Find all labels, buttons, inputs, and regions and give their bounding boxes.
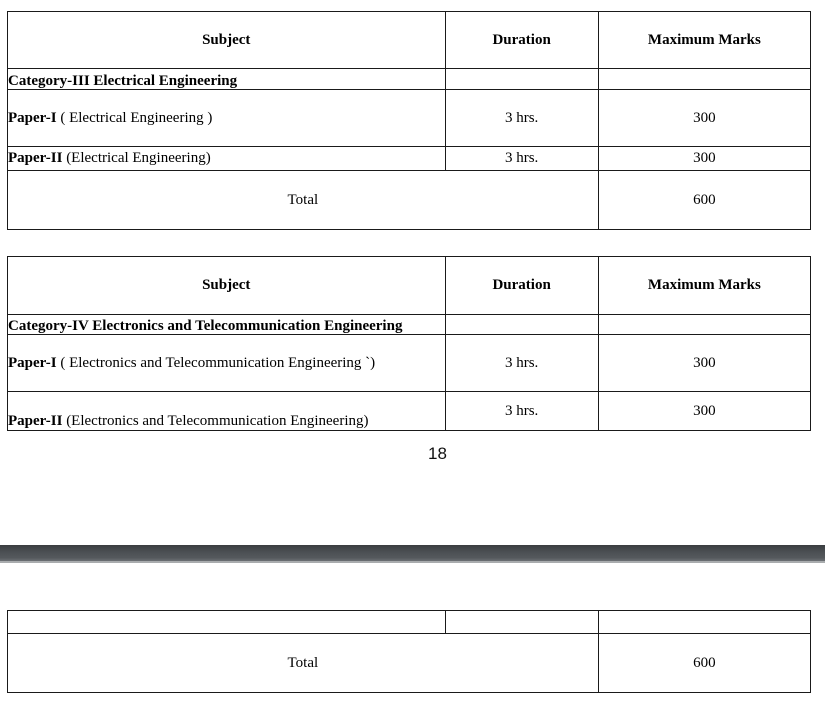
paper-label: Paper-I <box>8 109 57 126</box>
page-number: 18 <box>428 444 447 463</box>
header-duration: Duration <box>445 257 598 315</box>
total-value: 600 <box>598 171 810 230</box>
paper-label: Paper-I <box>8 354 57 371</box>
exam-table-continuation <box>7 610 811 693</box>
total-label: Total <box>8 171 599 230</box>
category-label: Category-IV Electronics and Telecommunication Engineering <box>8 315 446 335</box>
category-row <box>8 315 811 335</box>
paper-marks: 300 <box>598 90 810 147</box>
page-separator-bar <box>0 545 825 563</box>
empty-cell <box>598 315 810 335</box>
empty-cell <box>445 611 598 634</box>
category-label: Category-III Electrical Engineering <box>8 69 446 90</box>
exam-table-category-iii <box>7 11 811 230</box>
paper-name: ( Electrical Engineering ) <box>56 109 213 126</box>
total-row <box>8 634 811 693</box>
total-row <box>8 171 811 230</box>
paper-subject <box>8 90 446 147</box>
paper-duration: 3 hrs. <box>445 335 598 392</box>
empty-cell <box>598 69 810 90</box>
paper-subject <box>8 392 446 431</box>
paper-marks: 300 <box>598 392 810 431</box>
header-duration: Duration <box>445 12 598 69</box>
paper-duration: 3 hrs. <box>445 147 598 171</box>
table-row <box>8 392 811 431</box>
table-header-row <box>8 12 811 69</box>
paper-name: ( Electronics and Telecommunication Engineering `) <box>56 354 376 371</box>
table-row <box>8 90 811 147</box>
empty-cell <box>445 315 598 335</box>
header-max-marks: Maximum Marks <box>598 257 810 315</box>
category-row <box>8 69 811 90</box>
empty-cell <box>598 611 810 634</box>
paper-label: Paper-II <box>8 150 63 166</box>
paper-duration: 3 hrs. <box>445 90 598 147</box>
header-max-marks: Maximum Marks <box>598 12 810 69</box>
paper-subject <box>8 147 446 171</box>
table-row <box>8 335 811 392</box>
total-value: 600 <box>598 634 810 693</box>
header-subject: Subject <box>8 12 446 69</box>
paper-marks: 300 <box>598 147 810 171</box>
header-subject: Subject <box>8 257 446 315</box>
paper-marks: 300 <box>598 335 810 392</box>
empty-cell <box>445 69 598 90</box>
table-header-row <box>8 257 811 315</box>
paper-duration: 3 hrs. <box>445 392 598 431</box>
table-row <box>8 147 811 171</box>
paper-name: (Electrical Engineering) <box>62 150 211 166</box>
paper-label: Paper-II <box>8 413 63 429</box>
paper-name: (Electronics and Telecommunication Engineering) <box>62 413 369 429</box>
empty-cell <box>8 611 446 634</box>
paper-subject <box>8 335 446 392</box>
exam-table-category-iv <box>7 256 811 431</box>
empty-row <box>8 611 811 634</box>
total-label: Total <box>8 634 599 693</box>
